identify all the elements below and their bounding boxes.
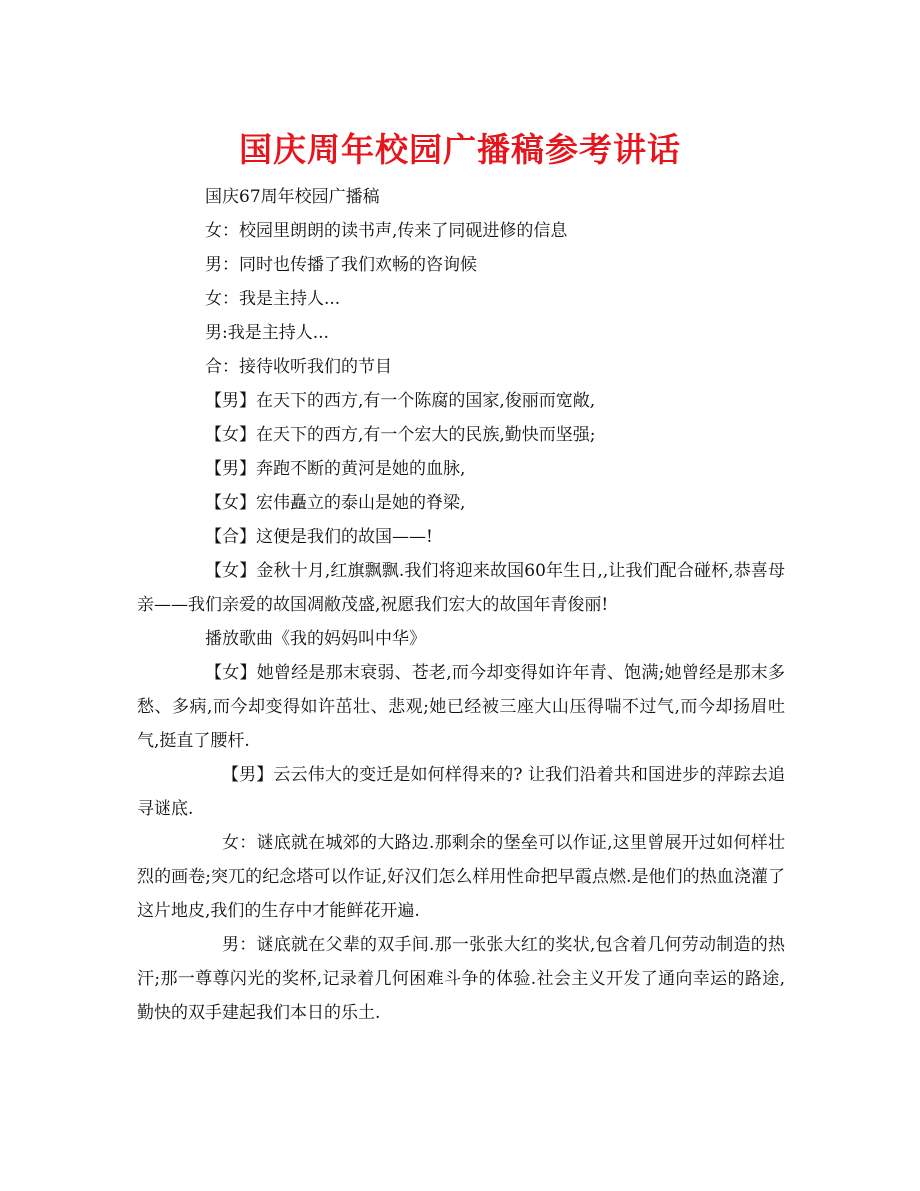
paragraph: 【男】云云伟大的变迁是如何样得来的? 让我们沿着共和国进步的萍踪去追寻谜底. — [137, 765, 785, 819]
paragraph: 【合】这便是我们的故国——! — [205, 527, 433, 547]
paragraph: 男：同时也传播了我们欢畅的咨询候 — [205, 255, 477, 275]
paragraph: 女：我是主持人... — [205, 289, 341, 309]
paragraph: 国庆67周年校园广播稿 — [205, 187, 380, 207]
paragraph: 女：谜底就在城郊的大路边.那剩余的堡垒可以作证,这里曾展开过如何样壮烈的画卷;突兀的纪念塔可以作证,好汉们怎么样用性命把早霞点燃.是他们的热血浇灌了这片地皮,我们的生存中才能鲜花开遍. — [137, 833, 785, 921]
paragraph: 男:我是主持人... — [205, 323, 329, 343]
paragraph: 播放歌曲《我的妈妈叫中华》 — [205, 629, 426, 649]
paragraph: 【女】金秋十月,红旗飘飘.我们将迎来故国60年生日,,让我们配合碰杯,恭喜母亲——我们亲爱的故国凋敝茂盛,祝愿我们宏大的故国年青俊丽! — [137, 561, 785, 615]
paragraph: 合：接待收听我们的节目 — [205, 357, 392, 377]
document-body — [137, 180, 785, 1030]
page-title: 国庆周年校园广播稿参考讲话 — [239, 130, 681, 169]
paragraph: 【女】宏伟矗立的泰山是她的脊梁, — [205, 493, 466, 513]
paragraph: 女：校园里朗朗的读书声,传来了同砚进修的信息 — [205, 221, 568, 241]
paragraph: 【女】她曾经是那末衰弱、苍老,而今却变得如许年青、饱满;她曾经是那末多愁、多病,而今却变得如许茁壮、悲观;她已经被三座大山压得喘不过气,而今却扬眉吐气,挺直了腰杆. — [137, 663, 785, 751]
paragraph: 【女】在天下的西方,有一个宏大的民族,勤快而坚强; — [205, 425, 596, 445]
paragraph: 【男】在天下的西方,有一个陈腐的国家,俊丽而宽敞, — [205, 391, 596, 411]
paragraph: 男：谜底就在父辈的双手间.那一张张大红的奖状,包含着几何劳动制造的热汗;那一尊尊闪光的奖杯,记录着几何困难斗争的体验.社会主义开发了通向幸运的路途,勤快的双手建起我们本日的乐土. — [137, 935, 785, 1023]
paragraph: 【男】奔跑不断的黄河是她的血脉, — [205, 459, 466, 479]
